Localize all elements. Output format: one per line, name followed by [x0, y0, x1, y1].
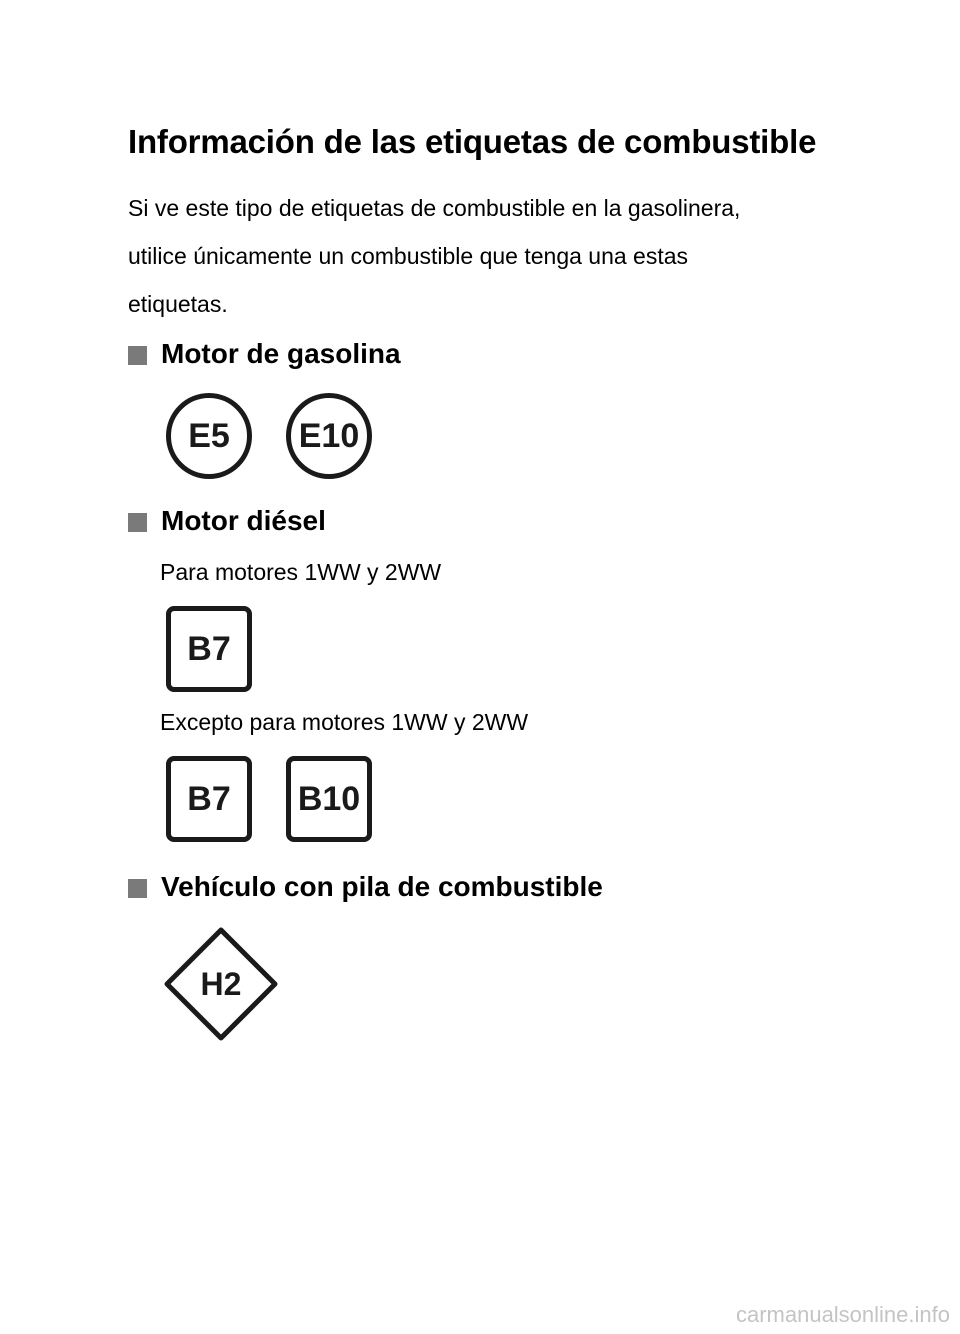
section-heading-diesel-label: Motor diésel: [161, 505, 326, 536]
intro-line-2: utilice únicamente un combustible que tenga una estas: [128, 243, 689, 269]
fuel-label-b7-icon: [166, 756, 252, 842]
page-title: Información de las etiquetas de combustible: [128, 123, 817, 160]
fuel-label-h2-text: H2: [200, 965, 242, 1002]
fuel-label-e10-icon: [286, 393, 372, 479]
fuel-label-b7-icon: [166, 606, 252, 692]
intro-line-1: Si ve este tipo de etiquetas de combustible en la gasolinera,: [128, 195, 741, 221]
square-bullet-icon: [128, 879, 147, 898]
fuel-label-e5-icon: [166, 393, 252, 479]
diesel-note-1ww-2ww: Para motores 1WW y 2WW: [160, 559, 442, 585]
section-heading-diesel: [128, 503, 326, 539]
watermark: carmanualsonline.info: [735, 1302, 950, 1327]
intro-line-3: etiquetas.: [128, 291, 228, 317]
fuel-label-e10-text: E10: [298, 416, 360, 455]
section-heading-fuel-cell: [128, 869, 603, 905]
section-heading-gasoline: [128, 336, 401, 372]
section-heading-gasoline-label: Motor de gasolina: [161, 338, 401, 369]
fuel-label-e5-text: E5: [188, 416, 230, 455]
fuel-label-h2-icon: [162, 925, 280, 1043]
fuel-label-b7-text: B7: [187, 779, 231, 818]
square-bullet-icon: [128, 513, 147, 532]
diesel-note-except: Excepto para motores 1WW y 2WW: [160, 709, 529, 735]
fuel-label-b10-icon: [286, 756, 372, 842]
section-heading-fuel-cell-label: Vehículo con pila de combustible: [161, 871, 603, 902]
square-bullet-icon: [128, 346, 147, 365]
intro-paragraph: [128, 184, 848, 328]
fuel-label-b10-text: B10: [297, 779, 361, 818]
fuel-label-b7-text: B7: [187, 629, 231, 668]
